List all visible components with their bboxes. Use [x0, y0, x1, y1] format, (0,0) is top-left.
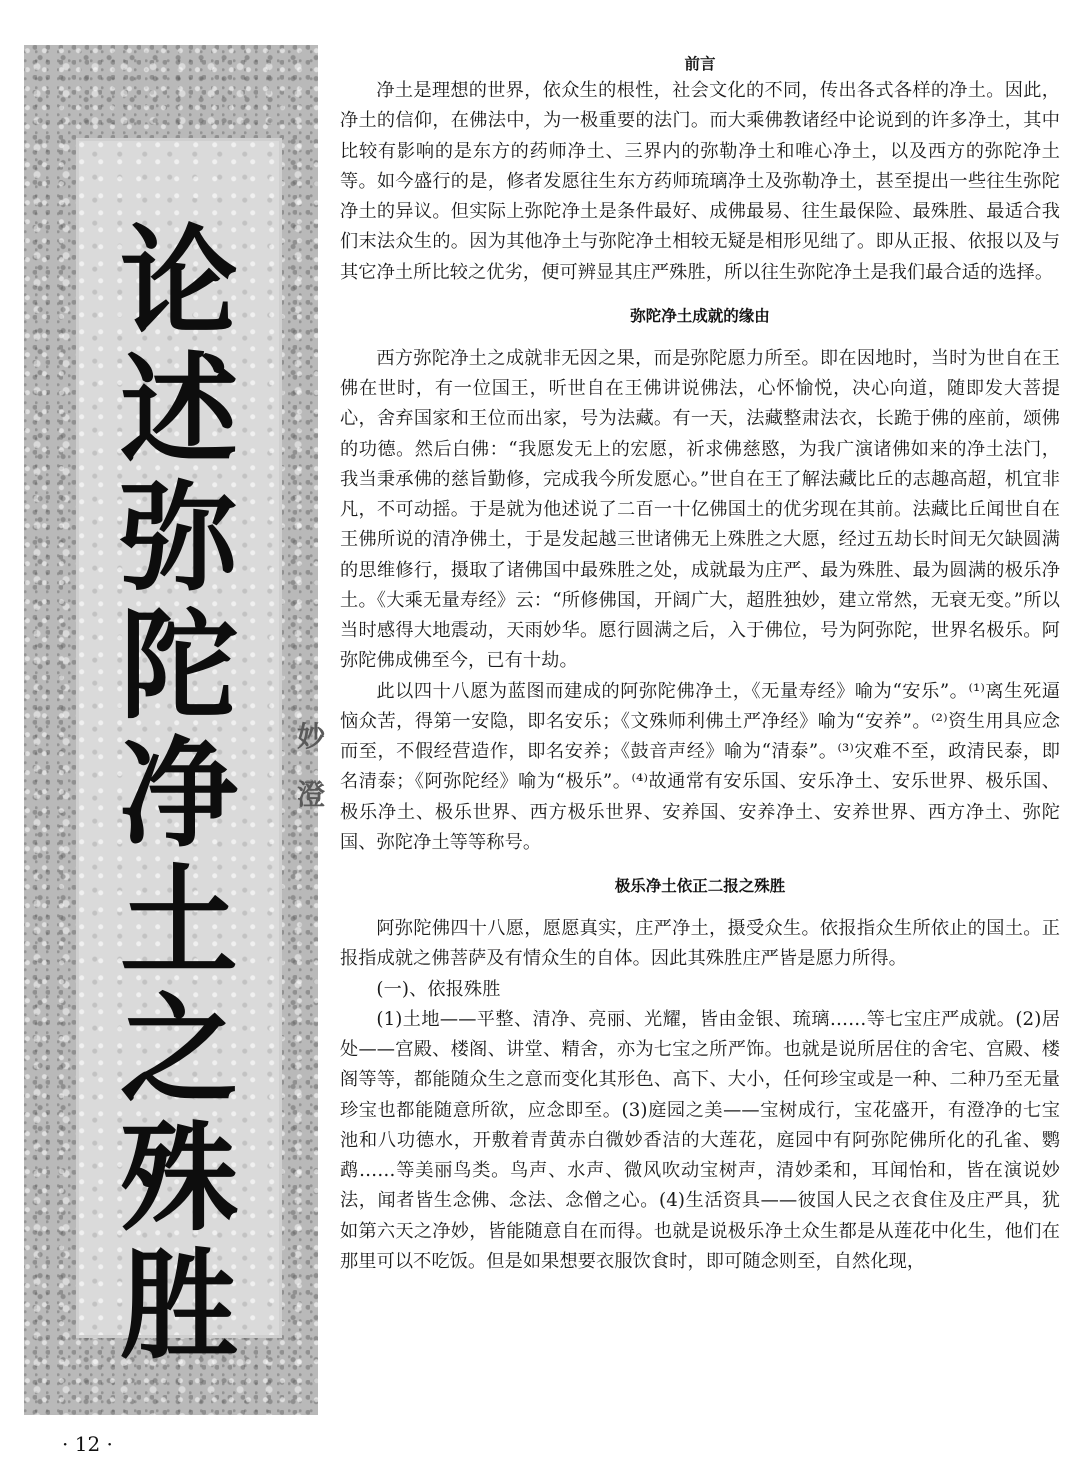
title-char: 土 — [119, 852, 238, 991]
title-char: 胜 — [119, 1236, 238, 1375]
author-char: 妙 — [296, 720, 325, 753]
paragraph: 净土是理想的世界，依众生的根性，社会文化的不同，传出各式各样的净土。因此，净土的信仰，在佛法中，为一极重要的法门。而大乘佛教诸经中论说到的许多净土，其中比较有影响的是东方的药师净土、三界内的弥勒净土和唯心净土，以及西方的弥陀净土等。如今盛行的是，修者发愿往生东方药师琉璃净土及弥勒净土，甚至提出一些往生弥陀净土的异议。但实际上弥陀净土是条件最好、成佛最易、往生最保险、最殊胜、最适合我们末法众生的。因为其他净土与弥陀净土相较无疑是相形见绌了。即从正报、依报以及与其它净土所比较之优劣，便可辨显其庄严殊胜，所以往生弥陀净土是我们最合适的选择。 — [340, 80, 1060, 283]
title-char: 之 — [119, 980, 238, 1119]
subsection-heading: (一)、依报殊胜 — [376, 978, 501, 1000]
section-heading-merits: 极乐净土依正二报之殊胜 — [614, 877, 786, 895]
section-heading-origin: 弥陀净土成就的缘由 — [630, 306, 770, 325]
paragraph: 阿弥陀佛四十八愿，愿愿真实，庄严净土，摄受众生。依报指众生所依止的国土。正报指成就之佛菩萨及有情众生的自体。因此其殊胜庄严皆是愿力所得。 — [340, 918, 1060, 970]
paragraph: 西方弥陀净土之成就非无因之果，而是弥陀愿力所至。即在因地时，当时为世自在王佛在世时，有一位国王，听世自在王佛讲说佛法，心怀愉悦，决心向道，随即发大菩提心，舍弃国家和王位而出家，号为法藏。有一天，法藏整肃法衣，长跪于佛的座前，颂佛的功德。然后白佛：“我愿发无上的宏愿，祈求佛慈愍，为我广演诸佛如来的净土法门，我当秉承佛的慈旨勤修，完成我今所发愿心。”世自在王了解法藏比丘的志趣高超，机宜非凡，不可动摇。于是就为他述说了二百一十亿佛国土的优劣现在其前。法藏比丘闻世自在王佛所说的清净佛土，于是发起越三世诸佛无上殊胜之大愿，经过五劫长时间无欠缺圆满的思维修行，摄取了诸佛国中最殊胜之处，成就最为庄严、最为殊胜、最为圆满的极乐净土。《大乘无量寿经》云：“所修佛国，开阔广大，超胜独妙，建立常然，无衰无变。”所以当时感得大地震动，天雨妙华。愿行圆满之后，入于佛位，号为阿弥陀，世界名极乐。阿弥陀佛成佛至今，已有十劫。 — [340, 347, 1060, 672]
article-title — [76, 212, 282, 1375]
title-char: 弥 — [119, 468, 238, 607]
title-char: 殊 — [119, 1108, 238, 1247]
article-body — [340, 52, 1060, 1277]
section-heading-preface: 前言 — [684, 55, 716, 73]
author-name — [294, 708, 328, 824]
paragraph: 此以四十八愿为蓝图而建成的阿弥陀佛净土，《无量寿经》喻为“安乐”。⁽¹⁾离生死逼恼众苦，得第一安隐，即名安乐；《文殊师利佛土严净经》喻为“安养”。⁽²⁾资生用具应念而至，不假经营造作，即名安养；《鼓音声经》喻为“清泰”。⁽³⁾灾难不至，政清民泰，即名清泰；《阿弥陀经》喻为“极乐”。⁽⁴⁾故通常有安乐国、安乐净土、安乐世界、极乐国、极乐净土、极乐世界、西方极乐世界、安养国、安养净土、安养世界、西方净土、弥陀国、弥陀净土等等称号。 — [340, 680, 1060, 853]
title-char: 论 — [119, 212, 238, 351]
title-banner — [24, 45, 325, 1415]
paragraph: (1)土地——平整、清净、亮丽、光耀，皆由金银、琉璃……等七宝庄严成就。(2)居处——宫殿、楼阁、讲堂、精舍，亦为七宝之所严饰。也就是说所居住的舍宅、宫殿、楼阁等等，都能随众生之意而变化其形色、高下、大小，任何珍宝或是一种、二种乃至无量珍宝也都能随意所欲，应念即至。(3)庭园之美——宝树成行，宝花盛开，有澄净的七宝池和八功德水，开敷着青黄赤白微妙香洁的大莲花，庭园中有阿弥陀佛所化的孔雀、鹦鹉……等美丽鸟类。鸟声、水声、微风吹动宝树声，清妙柔和，耳闻怡和，皆在演说妙法，闻者皆生念佛、念法、念僧之心。(4)生活资具——彼国人民之衣食住及庄严具，犹如第六天之净妙，皆能随意自在而得。也就是说极乐净土众生都是从莲花中化生，他们在那里可以不吃饭。但是如果想要衣服饮食时，即可随念则至，自然化现， — [340, 1008, 1060, 1272]
title-char: 陀 — [119, 596, 238, 735]
page-number: · 12 · — [62, 1432, 113, 1456]
title-char: 净 — [119, 724, 238, 863]
title-panel — [76, 138, 282, 1375]
title-char: 述 — [119, 340, 238, 479]
author-char: 澄 — [296, 778, 325, 811]
